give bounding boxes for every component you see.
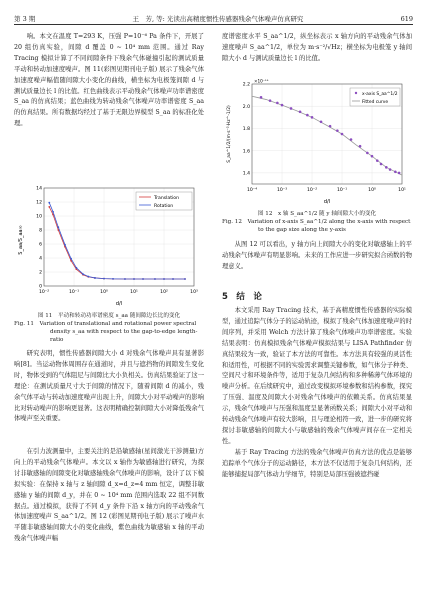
data-point-rotation — [87, 276, 89, 278]
left-column — [14, 32, 204, 577]
figure-11 — [14, 184, 204, 312]
x-tick-label: 10¹ — [398, 188, 406, 193]
y-tick-label: 2.2 — [242, 82, 250, 88]
legend-label-translation: Translation — [154, 196, 180, 201]
figure-11-y-label: S_aa/S_aa∞ — [18, 225, 24, 255]
data-point-x-axis — [366, 152, 369, 155]
x-tick-label: 10² — [160, 290, 168, 295]
left-paragraph-2: 研究表明，惯性传感器间隙大小 d 对残余气体噪声具有显著影响[8]。当运动物体周围存在通道时，并且与遮挡物的间隙发生变化时，物体受到的气体阻尼与间隙比大小负相关。仿真结果验证了这一理论：在测试质量尺寸大于间隙的情况下，随着间隙 d 的减小，残余气体平动与转动加速度噪声出现上升，间隙大小对平动噪声的影响比对转动噪声的影响更显著。这表明精确控制间隙大小对降低残余气体噪声至关重要。 — [14, 350, 204, 423]
x-tick-label: 10⁻³ — [276, 188, 288, 193]
figure-11-x-ticks — [39, 289, 198, 295]
y-tick-label: 1.4 — [242, 171, 250, 177]
data-point-rotation — [184, 278, 186, 280]
x-tick-label: 10¹ — [130, 290, 138, 295]
y-tick-label: 2 — [39, 270, 42, 276]
x-tick-label: 10⁻¹ — [336, 188, 348, 193]
legend-label-fit: Fitted curve — [362, 100, 389, 105]
data-point-rotation — [124, 278, 126, 280]
series-line-translation — [49, 207, 185, 279]
data-point-rotation — [52, 211, 54, 213]
series-line-rotation — [49, 203, 185, 279]
right-paragraph-4: 基于 Ray Tracing 方法的残余气体噪声仿真方法的优点是能够追踪单个气体分子的运动路径，本方法不仅适用于复杂几何结构，还能够捕捉局部气体动力学细节，特别是局部压强被遮挡碰 — [222, 449, 412, 478]
page-number: 619 — [400, 15, 413, 23]
figure-11-caption-en: Fig. 11 Variation of translational and rotational power spectral density s_aa with respect to the gap-to-edge length-ratio — [14, 321, 198, 343]
y-tick-label: 1.8 — [242, 127, 250, 133]
data-point-rotation — [112, 278, 114, 280]
data-point-rotation — [70, 258, 72, 260]
data-point-x-axis — [260, 96, 263, 99]
data-point-rotation — [64, 244, 66, 246]
x-tick-label: 10⁻² — [306, 188, 318, 193]
section-title-conclusion: 5 结 论 — [222, 292, 262, 302]
data-point-x-axis — [306, 114, 309, 117]
data-point-x-axis — [311, 116, 314, 119]
data-point-rotation — [133, 278, 135, 280]
data-point-x-axis — [336, 129, 339, 132]
y-tick-label: 1.6 — [242, 149, 250, 155]
legend-label-rotation: Rotation — [154, 204, 174, 209]
figure-12-x-ticks — [247, 187, 406, 193]
y-tick-label: 8 — [39, 228, 42, 234]
figure-12-legend — [350, 88, 400, 106]
data-point-x-axis — [359, 145, 362, 148]
data-point-x-axis — [394, 170, 397, 173]
x-tick-label: 10⁻¹ — [68, 290, 80, 295]
figure-12-series — [252, 96, 402, 175]
data-point-x-axis — [380, 163, 383, 166]
data-point-rotation — [163, 278, 165, 280]
figure-11-caption-cn: 图 11 平动和转动功率谱密度 s_aa 随间隙边长比的变化 — [37, 313, 181, 319]
data-point-rotation — [75, 267, 77, 269]
right-column — [222, 32, 412, 502]
data-point-x-axis — [398, 172, 401, 175]
left-paragraph-3: 在引力波测量中，主要关注的是沿敏感轴(星间激光干涉测量)方向上的平动残余气体噪声。本文以 x 轴作为敏感轴进行研究，为探讨非敏感轴的间隙变化对敏感轴残余气体噪声的影响，设计了以下模拟实验：在保持 x 轴与 z 轴间隙 d_x=d_z=4 mm 恒定，调整非敏感轴 y 轴的间隙 d_y，并在 0 ~ 10⁴ mm 范围内选取 22 组不同数据点。通过模拟，获得了不同 d_y 条件下沿 x 轴方向的平动残余气体加速度噪声 S_aa^1/2。图 12 (彩图见期刊电子版) 展示了噪声水平随非敏感轴间隙大小的变化曲线，紫色曲线为敏感轴 x 轴的平动残余气体噪声幅 — [14, 448, 204, 543]
figure-11-chart — [14, 184, 204, 308]
legend-swatch-x-axis — [355, 92, 357, 94]
figure-12-y-ticks — [243, 82, 250, 177]
y-tick-label: 14 — [36, 186, 42, 192]
right-paragraph-2: 从图 12 可以看出，y 轴方向上间隙大小的变化对敏感轴上的平动残余气体噪声有明显影响。未来的工作应进一步研究拟合函数的物理意义。 — [222, 241, 412, 270]
data-point-x-axis — [371, 155, 374, 158]
data-point-x-axis — [376, 159, 379, 162]
data-point-x-axis — [341, 133, 344, 136]
data-point-x-axis — [276, 102, 279, 105]
figure-12-chart — [222, 78, 412, 206]
figure-12-caption-cn: 图 12 x 轴 S_aa^1/2 随 y 轴间隙大小的变化 — [257, 211, 377, 217]
data-point-rotation — [57, 226, 59, 228]
data-point-rotation — [48, 202, 50, 204]
data-point-x-axis — [385, 166, 388, 169]
figure-12-x-label: d/l — [323, 199, 331, 205]
y-tick-label: 6 — [39, 242, 42, 248]
y-tick-label: 12 — [36, 200, 42, 206]
right-paragraph-3: 本文采用 Ray Tracing 技术，基于高精度惯性传感器的实际模型，通过追踪气体分子的运动轨迹，模拟了残余气体加速度噪声的时间序列，并采用 Welch 方法计算了残余气体噪声功率谱密度。实验结果表明：仿真模拟残余气体噪声模拟结果与 LISA Pathfinder 仿真结果较为一致，验证了本方法的可靠性。本方法具有较强的灵活性和适用性，可根据不同的实验需求调整关键参数，如气体分子种类、空间尺寸和环境条件等，适用于复杂几何结构和多种稀薄气体环境的噪声分析。在后续研究中，通过改变模拟环境参数和结构参数，探究了压强、温度及间隙大小对残余气体噪声的依赖关系。仿真结果显示，残余气体噪声与压强和温度呈显著函数关系；间隙大小对平动和转动残余气体噪声有较大影响，且与理论相符一致，进一步的研究将探讨非敏感轴的间隙大小与敏感轴的残余气体噪声间存在一定相关性。 — [222, 307, 412, 445]
data-point-x-axis — [299, 110, 302, 113]
data-point-x-axis — [320, 120, 323, 123]
x-tick-label: 10⁰ — [100, 290, 108, 295]
running-header — [14, 9, 413, 23]
data-point-rotation — [172, 278, 174, 280]
data-point-x-axis — [350, 138, 353, 141]
data-point-translation — [48, 206, 50, 208]
right-paragraph-1: 度谱密度水平 S_aa^1/2，纵坐标表示 x 轴方向的平动残余气体加速度噪声 S_aa^1/2，单位为 m·s⁻²/√Hz；横坐标为电极笼 y 轴间隙大小 d 与测试质量边长 l 的比值。 — [222, 33, 412, 62]
y-tick-label: 4 — [39, 256, 42, 262]
data-point-x-axis — [290, 107, 293, 110]
data-point-rotation — [94, 277, 96, 279]
x-tick-label: 10⁻⁴ — [246, 188, 258, 193]
legend-label-x-axis: x-axis S_aa^1/2 — [362, 92, 398, 97]
figure-12 — [222, 78, 412, 210]
figure-11-y-ticks — [36, 186, 42, 290]
header-rule — [14, 24, 413, 25]
y-tick-label: 2.0 — [242, 104, 250, 110]
data-point-rotation — [82, 273, 84, 275]
left-paragraph-1: 响。本文在温度 T=293 K，压强 P=10⁻⁶ Pa 条件下，开展了 20 组仿真实验，间隙 d 覆盖 0 ~ 10⁴ mm 范围。通过 Ray Tracing 模拟计算了不同间隙条件下残余气体碰撞引起的测试质量平动和转动加速度噪声。图 11(彩图见期刊电子版) 展示了残余气体加速度噪声幅值随间隙大小变化的曲线，横坐标为电极笼间隙 d 与测试质量边长 l 的比值。红色曲线表示平动残余气体噪声功率谱密度 S_aa 的仿真结果；蓝色曲线为转动残余气体噪声功率谱密度 S_aa 的仿真结果。所有数据均经过了基于无限边界模型 S_aa 的标准化处理。 — [14, 33, 204, 128]
figure-11-x-label: d/l — [115, 301, 123, 307]
figure-12-y-label: S_aa^1/2/(m·s⁻²·Hz^-1/2) — [227, 105, 232, 163]
x-tick-label: 10⁰ — [368, 188, 376, 193]
y-tick-label: 0 — [39, 284, 42, 290]
running-title: 王 芳, 等: 光读出高精度惯性传感器残余气体噪声仿真研究 — [132, 15, 304, 23]
figure-12-y-multiplier: ×10⁻¹⁵ — [254, 78, 269, 84]
issue-number: 第 3 期 — [14, 15, 36, 23]
figure-12-caption-en: Fig. 12 Variation of x-axis S_aa^1/2 along the x-axis with respect to the gap size along the y-axis — [222, 219, 411, 233]
data-point-x-axis — [269, 99, 272, 102]
data-point-rotation — [103, 278, 105, 280]
data-point-rotation — [154, 278, 156, 280]
y-tick-label: 10 — [36, 214, 42, 220]
data-point-x-axis — [389, 168, 392, 171]
figure-11-series — [48, 202, 185, 280]
figure-11-legend — [136, 192, 192, 210]
data-point-rotation — [142, 278, 144, 280]
data-point-x-axis — [329, 125, 332, 128]
data-point-x-axis — [281, 104, 284, 107]
fitted-curve-line — [252, 96, 402, 175]
x-tick-label: 10⁻² — [38, 290, 50, 295]
x-tick-label: 10³ — [190, 290, 198, 295]
